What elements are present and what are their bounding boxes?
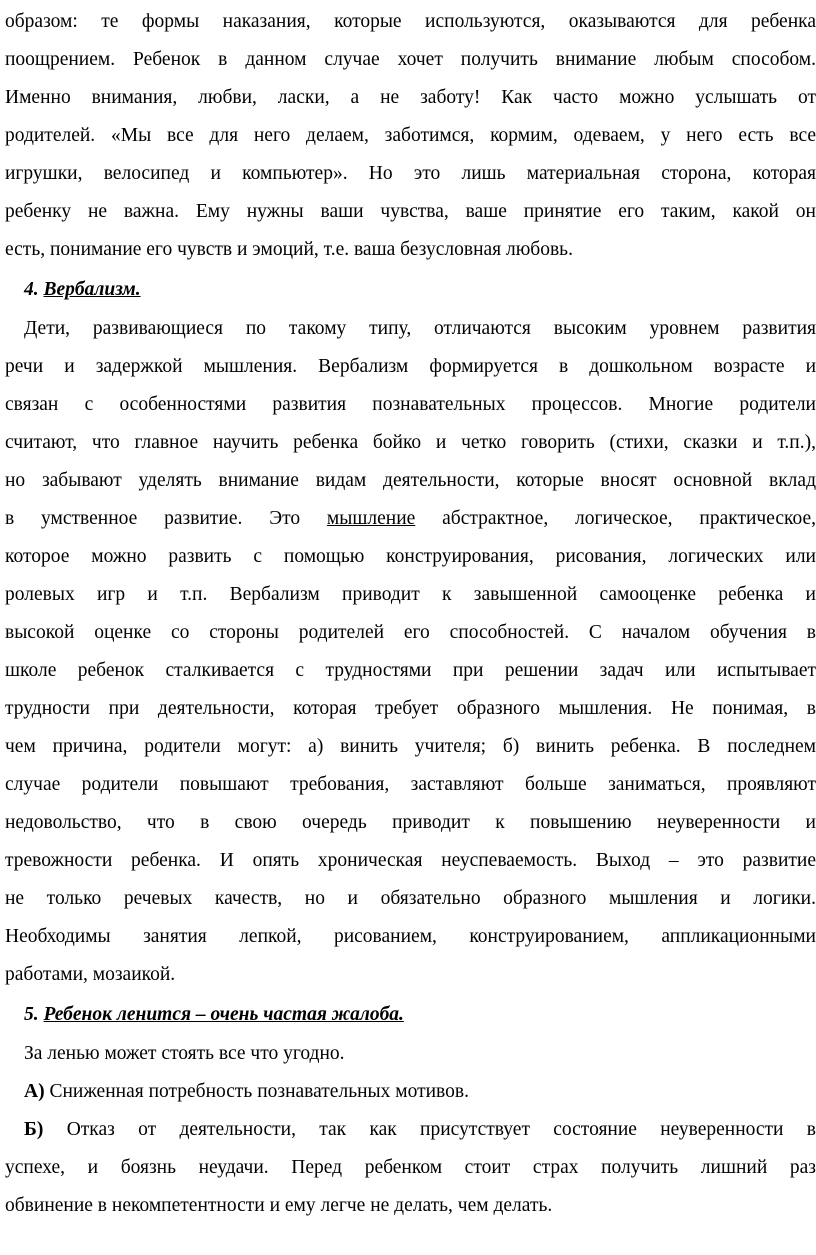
paragraph-line: родителей. «Мы все для него делаем, заботимся, кормим, одеваем, у него есть все — [5, 125, 816, 146]
paragraph-line: но забывают уделять внимание видам деятельности, которые вносят основной вклад — [5, 470, 816, 491]
paragraph-line: обвинение в некомпетентности и ему легче не делать, чем делать. — [5, 1195, 553, 1216]
heading-number: 5. — [24, 1004, 39, 1025]
paragraph-line: связан с особенностями развития познавательных процессов. Многие родители — [5, 394, 816, 415]
paragraph-line: речи и задержкой мышления. Вербализм формируется в дошкольном возрасте и — [5, 356, 816, 377]
paragraph-line: ролевых игр и т.п. Вербализм приводит к завышенной самооценке ребенка и — [5, 584, 816, 605]
paragraph-line: тревожности ребенка. И опять хроническая неуспеваемость. Выход – это развитие — [5, 850, 816, 871]
section-heading-5 — [24, 996, 816, 1034]
paragraph-line: трудности при деятельности, которая требует образного мышления. Не понимая, в — [5, 698, 816, 719]
list-item-text: Отказ от деятельности, так как присутствует состояние неуверенности в — [43, 1119, 816, 1140]
list-marker: А) — [24, 1081, 45, 1102]
paragraph-line: школе ребенок сталкивается с трудностями при решении задач или испытывает — [5, 660, 816, 681]
paragraph-line: случае родители повышают требования, заставляют больше заниматься, проявляют — [5, 774, 816, 795]
paragraph-line: которое можно развить с помощью конструирования, рисования, логических или — [5, 546, 816, 567]
underlined-term: мышление — [326, 508, 416, 529]
paragraph-line: высокой оценке со стороны родителей его способностей. С началом обучения в — [5, 622, 816, 643]
paragraph-line: успехе, и боязнь неудачи. Перед ребенком стоит страх получить лишний раз — [5, 1157, 816, 1178]
paragraph-line: Именно внимания, любви, ласки, а не заботу! Как часто можно услышать от — [5, 87, 816, 108]
paragraph-line: За ленью может стоять все что угодно. — [24, 1043, 345, 1064]
paragraph-line: не только речевых качеств, но и обязательно образного мышления и логики. — [5, 888, 816, 909]
list-item-b — [24, 1111, 816, 1149]
paragraph-line: недовольство, что в свою очередь приводит к повышению неуверенности и — [5, 812, 816, 833]
heading-title: Вербализм. — [43, 279, 141, 300]
list-item-a — [24, 1073, 816, 1111]
paragraph-line: поощрением. Ребенок в данном случае хочет получить внимание любым способом. — [5, 49, 816, 70]
paragraph-line: игрушки, велосипед и компьютер». Но это лишь материальная сторона, которая — [5, 163, 816, 184]
paragraph-line: чем причина, родители могут: а) винить учителя; б) винить ребенка. В последнем — [5, 736, 816, 757]
heading-title: Ребенок ленится – очень частая жалоба. — [43, 1004, 404, 1025]
list-item-text: Сниженная потребность познавательных мотивов. — [44, 1081, 469, 1102]
text-span: в умственное развитие. Это — [5, 508, 301, 529]
heading-number: 4. — [24, 279, 39, 300]
paragraph-line: работами, мозаикой. — [5, 964, 176, 985]
paragraph-line — [5, 500, 816, 538]
text-span: абстрактное, логическое, практическое, — [442, 508, 816, 529]
paragraph-line: есть, понимание его чувств и эмоций, т.е. ваша безусловная любовь. — [5, 239, 573, 260]
paragraph-line: ребенку не важна. Ему нужны ваши чувства, ваше принятие его таким, какой он — [5, 201, 816, 222]
paragraph-line: образом: те формы наказания, которые используются, оказываются для ребенка — [5, 11, 816, 32]
section-heading-4 — [24, 271, 816, 309]
paragraph-line: Дети, развивающиеся по такому типу, отличаются высоким уровнем развития — [24, 318, 816, 339]
paragraph-line: считают, что главное научить ребенка бойко и четко говорить (стихи, сказки и т.п.), — [5, 432, 816, 453]
list-marker: Б) — [24, 1119, 44, 1140]
paragraph-line: Необходимы занятия лепкой, рисованием, конструированием, аппликационными — [5, 926, 816, 947]
